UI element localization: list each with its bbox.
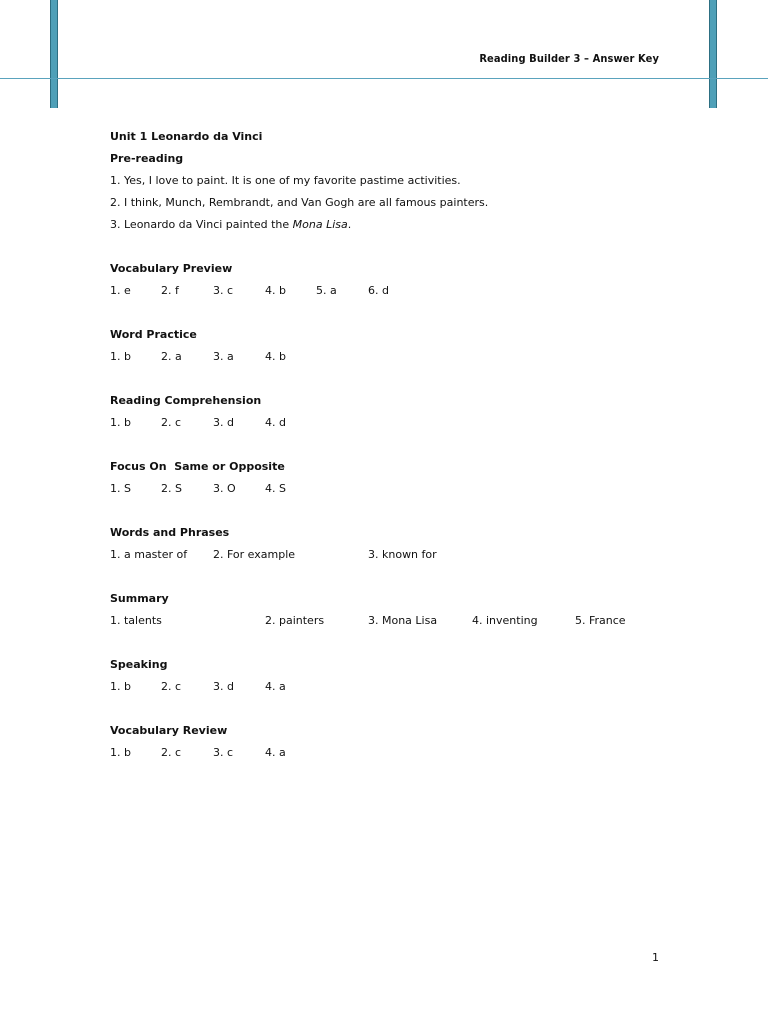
- words-phrases-answers: [110, 546, 710, 568]
- answer-item: 3. c: [213, 746, 234, 759]
- word-practice-heading: Word Practice: [110, 328, 197, 341]
- answer-item: 2. c: [161, 746, 182, 759]
- answer-item: 3. a: [213, 350, 234, 363]
- answer-item: 2. S: [161, 482, 182, 495]
- answer-item: 2. c: [161, 680, 182, 693]
- answer-item: 2. a: [161, 350, 182, 363]
- answer-item: 1. talents: [110, 614, 162, 627]
- pre-reading-answer-1: 1. Yes, I love to paint. It is one of my favorite pastime activities.: [110, 174, 461, 187]
- answer-item: 1. S: [110, 482, 131, 495]
- answer-item: 4. b: [265, 284, 286, 297]
- vocabulary-review-heading: Vocabulary Review: [110, 724, 228, 737]
- vocabulary-review-answers: [110, 744, 710, 766]
- answer-key-content: [110, 128, 710, 766]
- page-number: 1: [652, 951, 659, 964]
- answer-item: 5. a: [316, 284, 337, 297]
- answer-item: 2. c: [161, 416, 182, 429]
- pre-reading-answer-2: 2. I think, Munch, Rembrandt, and Van Gogh are all famous painters.: [110, 196, 489, 209]
- vocabulary-preview-answers: [110, 282, 710, 304]
- answer-item: 4. b: [265, 350, 286, 363]
- answer-item: 1. e: [110, 284, 131, 297]
- header-rule: [0, 78, 768, 79]
- speaking-answers: [110, 678, 710, 700]
- answer-item: 4. S: [265, 482, 286, 495]
- answer-item: 1. b: [110, 680, 131, 693]
- answer-item: 3. c: [213, 284, 234, 297]
- word-practice-answers: [110, 348, 710, 370]
- unit-title: Unit 1 Leonardo da Vinci: [110, 130, 263, 143]
- answer-item: 3. O: [213, 482, 236, 495]
- summary-heading: Summary: [110, 592, 169, 605]
- vocabulary-preview-heading: Vocabulary Preview: [110, 262, 233, 275]
- pre-reading-answer-3: [110, 216, 710, 238]
- focus-on-answers: [110, 480, 710, 502]
- left-decorative-bar: [50, 0, 58, 108]
- words-phrases-heading: Words and Phrases: [110, 526, 230, 539]
- focus-on-heading: Focus On Same or Opposite: [110, 460, 285, 473]
- answer-item: 4. d: [265, 416, 286, 429]
- answer-item: 2. f: [161, 284, 179, 297]
- answer-item: 3. d: [213, 416, 234, 429]
- answer-item: 1. a master of: [110, 548, 188, 561]
- answer-item: 1. b: [110, 746, 131, 759]
- painting-title: Mona Lisa: [292, 218, 348, 231]
- answer-item: 4. a: [265, 680, 286, 693]
- right-decorative-bar: [709, 0, 717, 108]
- summary-answers: [110, 612, 710, 634]
- answer-item: 2. For example: [213, 548, 296, 561]
- pre-reading-heading: Pre-reading: [110, 152, 184, 165]
- answer-item: 1. b: [110, 350, 131, 363]
- answer-item: 3. d: [213, 680, 234, 693]
- answer-item: 4. a: [265, 746, 286, 759]
- answer-item: 4. inventing: [472, 614, 538, 627]
- page-header-title: Reading Builder 3 – Answer Key: [479, 52, 659, 65]
- answer-item: 6. d: [368, 284, 389, 297]
- reading-comprehension-heading: Reading Comprehension: [110, 394, 262, 407]
- reading-comprehension-answers: [110, 414, 710, 436]
- answer-item: 5. France: [575, 614, 626, 627]
- speaking-heading: Speaking: [110, 658, 168, 671]
- answer-item: 3. Mona Lisa: [368, 614, 438, 627]
- answer-3-text: 3. Leonardo da Vinci painted the: [110, 218, 293, 231]
- answer-item: 3. known for: [368, 548, 437, 561]
- answer-3-period: .: [347, 218, 352, 231]
- answer-item: 1. b: [110, 416, 131, 429]
- answer-item: 2. painters: [265, 614, 325, 627]
